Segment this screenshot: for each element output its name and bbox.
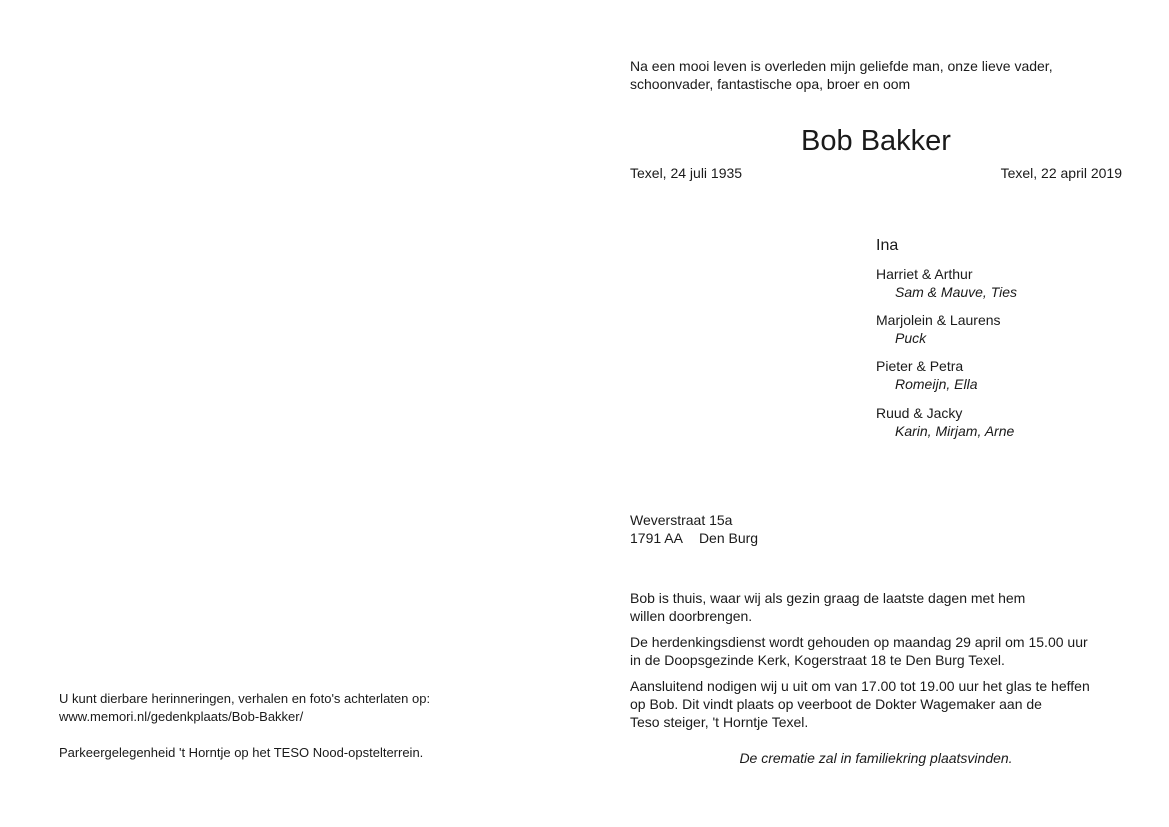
family-children: Romeijn, Ella (895, 376, 978, 392)
address-postcode: 1791 AA (630, 530, 683, 546)
family-group (876, 404, 1017, 440)
address-street: Weverstraat 15a (630, 512, 733, 528)
parking-info: Parkeergelegenheid 't Horntje op het TESO Nood-opstelterrein. (59, 745, 424, 760)
memories-text: U kunt dierbare herinneringen, verhalen en foto's achterlaten op: (59, 691, 431, 706)
deceased-name: Bob Bakker (801, 125, 951, 157)
home-address (630, 511, 758, 547)
notice-line: De herdenkingsdienst wordt gehouden op maandag 29 april om 15.00 uur (630, 634, 1088, 650)
cremation-note: De crematie zal in familiekring plaatsvinden. (739, 750, 1013, 766)
memories-info (59, 690, 430, 726)
family-group (876, 311, 1017, 347)
notice-home (630, 589, 1025, 625)
notice-line: op Bob. Dit vindt plaats op veerboot de Dokter Wagemaker aan de (630, 696, 1042, 712)
intro-line: Na een mooi leven is overleden mijn geliefde man, onze lieve vader, (630, 58, 1053, 74)
notice-service (630, 633, 1088, 669)
family-children: Puck (895, 330, 927, 346)
notice-line: Bob is thuis, waar wij als gezin graag de laatste dagen met hem (630, 590, 1026, 606)
wife-name: Ina (876, 237, 899, 254)
family-children: Karin, Mirjam, Arne (895, 423, 1015, 439)
address-postcode-city (630, 529, 758, 547)
notice-reception (630, 677, 1090, 731)
death-place-date: Texel, 22 april 2019 (1000, 165, 1122, 181)
notice-line: willen doorbrengen. (630, 608, 753, 624)
notice-line: Teso steiger, 't Horntje Texel. (630, 714, 809, 730)
intro-text (630, 57, 1053, 93)
family-parents: Marjolein & Laurens (876, 312, 1001, 328)
notice-line: Aansluitend nodigen wij u uit om van 17.00 tot 19.00 uur het glas te heffen (630, 678, 1090, 694)
family-parents: Pieter & Petra (876, 358, 964, 374)
family-group (876, 265, 1017, 301)
address-city: Den Burg (698, 530, 759, 546)
family-parents: Harriet & Arthur (876, 266, 973, 282)
memories-url: www.memori.nl/gedenkplaats/Bob-Bakker/ (59, 709, 304, 724)
intro-line: schoonvader, fantastische opa, broer en oom (630, 76, 911, 92)
family-children: Sam & Mauve, Ties (895, 284, 1018, 300)
family-list (876, 236, 1017, 450)
family-parents: Ruud & Jacky (876, 405, 963, 421)
birth-place-date: Texel, 24 juli 1935 (630, 165, 743, 181)
notice-line: in de Doopsgezinde Kerk, Kogerstraat 18 te Den Burg Texel. (630, 652, 1005, 668)
family-group (876, 357, 1017, 393)
